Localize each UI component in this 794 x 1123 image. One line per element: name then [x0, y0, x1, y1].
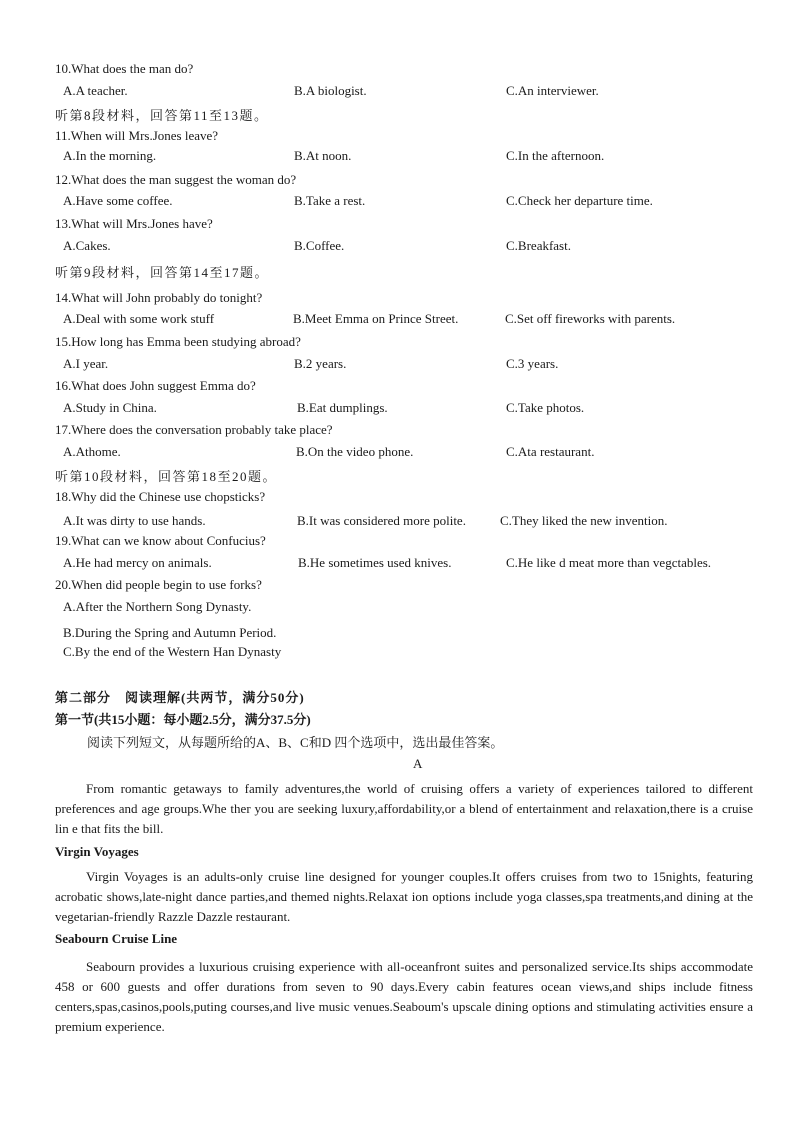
- option-c: C.Breakfast.: [506, 238, 571, 253]
- question-stem: 20.When did people begin to use forks?: [55, 577, 262, 592]
- part-heading: 第二部分 阅读理解(共两节，满分50分): [55, 690, 305, 705]
- virgin-voyages-paragraph: Virgin Voyages is an adults-only cruise line designed for younger couples.It offers cruises from two to 15nights, featuring acrobatic shows,late-night dance parties,and themed nights.Relaxat ion options include yoga classes,spa treatments,and dining at the vegetarian-friendly Razzle Dazzle restaurant.: [55, 869, 753, 924]
- intro-paragraph: From romantic getaways to family adventures,the world of cruising offers a variety of experiences tailored to different preferences and age groups.Whe ther you are seeking luxury,affordability,or a blend of entertainment and relaxation,there is a cruise lin e that fits the bill.: [55, 781, 753, 836]
- option-a: A.Athome.: [63, 444, 121, 459]
- option-c: C.An interviewer.: [506, 83, 599, 98]
- subheading-virgin-voyages: Virgin Voyages: [55, 844, 139, 859]
- option-a: A.It was dirty to use hands.: [63, 513, 206, 528]
- option-b: B.A biologist.: [294, 83, 367, 98]
- option-b: B.Coffee.: [294, 238, 345, 253]
- option-b: B.Eat dumplings.: [297, 400, 388, 415]
- option-a: A.He had mercy on animals.: [63, 555, 212, 570]
- question-stem: 11.When will Mrs.Jones leave?: [55, 128, 219, 143]
- option-a: A.Cakes.: [63, 238, 111, 253]
- question-stem: 15.How long has Emma been studying abroad?: [55, 334, 301, 349]
- option-a: A.Study in China.: [63, 400, 157, 415]
- option-c: C.They liked the new invention.: [500, 513, 668, 528]
- option-b: B.He sometimes used knives.: [298, 555, 452, 570]
- option-a: A.In the morning.: [63, 148, 157, 163]
- option-c: C.By the end of the Western Han Dynasty: [63, 644, 282, 659]
- option-b: B.Take a rest.: [294, 193, 366, 208]
- option-a: A.I year.: [63, 356, 109, 371]
- option-c: C.In the afternoon.: [506, 148, 605, 163]
- option-b: B.At noon.: [294, 148, 352, 163]
- option-c: C.Ata restaurant.: [506, 444, 595, 459]
- question-stem: 17.Where does the conversation probably take place?: [55, 422, 333, 437]
- option-a: A.A teacher.: [63, 83, 128, 98]
- option-b: B.Meet Emma on Prince Street.: [293, 311, 459, 326]
- question-stem: 18.Why did the Chinese use chopsticks?: [55, 489, 266, 504]
- option-c: C.Check her departure time.: [506, 193, 653, 208]
- option-a: A.After the Northern Song Dynasty.: [63, 599, 252, 614]
- option-b: B.On the video phone.: [296, 444, 414, 459]
- question-stem: 19.What can we know about Confucius?: [55, 533, 266, 548]
- question-stem: 16.What does John suggest Emma do?: [55, 378, 256, 393]
- directions: 阅读下列短文，从每题所给的A、B、C和D 四个选项中，选出最佳答案。: [87, 735, 504, 750]
- option-b: B.2 years.: [294, 356, 347, 371]
- question-stem: 14.What will John probably do tonight?: [55, 290, 263, 305]
- question-stem: 10.What does the man do?: [55, 61, 194, 76]
- passage-label: A: [413, 756, 423, 771]
- section-instruction: 听第10段材料，回答第18至20题。: [55, 469, 278, 484]
- option-c: C.Take photos.: [506, 400, 585, 415]
- option-a: A.Deal with some work stuff: [63, 311, 215, 326]
- section-heading: 第一节(共15小题：每小题2.5分，满分37.5分): [55, 712, 311, 727]
- option-b: B.It was considered more polite.: [297, 513, 466, 528]
- option-c: C.Set off fireworks with parents.: [505, 311, 676, 326]
- question-stem: 12.What does the man suggest the woman do?: [55, 172, 297, 187]
- subheading-seabourn: Seabourn Cruise Line: [55, 931, 178, 946]
- option-a: A.Have some coffee.: [63, 193, 173, 208]
- option-c: C.3 years.: [506, 356, 559, 371]
- section-instruction: 听第9段材料，回答第14至17题。: [55, 265, 270, 280]
- section-instruction: 听第8段材料，回答第11至13题。: [55, 108, 269, 123]
- seabourn-paragraph: Seabourn provides a luxurious cruising experience with all-oceanfront suites and personalized service.Its ships accommodate 458 or 600 guests and offer durations from seven to 90 days.Every cabin features ocean views,and ships include fitness centers,spas,casinos,pools,puting courses,and live music venues.Seaboum's upscale dining options and stimulating activities ensure a premium experience.: [55, 959, 753, 1034]
- question-stem: 13.What will Mrs.Jones have?: [55, 216, 213, 231]
- option-c: C.He like d meat more than vegctables.: [506, 555, 712, 570]
- option-b: B.During the Spring and Autumn Period.: [63, 625, 277, 640]
